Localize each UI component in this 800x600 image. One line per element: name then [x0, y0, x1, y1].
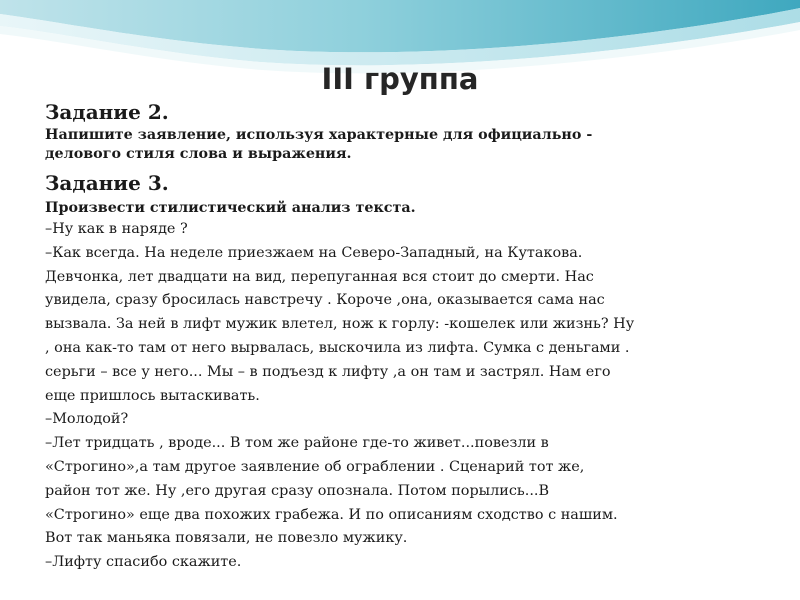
- text-line: район тот же. Ну ,его другая сразу опознала. Потом порылись...В: [45, 482, 550, 499]
- text-line: Вот так маньяка повязали, не повезло мужику.: [45, 530, 408, 547]
- task3-heading: Задание 3.: [45, 171, 169, 195]
- task3-text: [45, 218, 757, 575]
- task2-heading: Задание 2.: [45, 100, 169, 124]
- slide-title: III группа: [321, 62, 479, 96]
- text-line: серьги – все у него... Мы – в подъезд к лифту ,а он там и застрял. Нам его: [45, 363, 611, 380]
- text-line: «Строгино» еще два похожих грабежа. И по описаниям сходство с нашим.: [45, 506, 618, 523]
- text-line: –Как всегда. На неделе приезжаем на Северо-Западный, на Кутакова.: [45, 244, 583, 261]
- text-line: –Молодой?: [45, 411, 129, 428]
- text-line: , она как-то там от него вырвалась, выскочила из лифта. Сумка с деньгами .: [45, 339, 630, 356]
- task2-instruction-line: делового стиля слова и выражения.: [45, 146, 352, 162]
- text-line: Девчонка, лет двадцати на вид, перепуганная вся стоит до смерти. Нас: [45, 268, 594, 285]
- text-line: вызвала. За ней в лифт мужик влетел, нож к горлу: -кошелек или жизнь? Ну: [45, 316, 635, 333]
- text-line: –Лет тридцать , вроде... В том же районе где-то живет...повезли в: [45, 435, 549, 452]
- slide-content: [45, 98, 757, 575]
- text-line: –Ну как в наряде ?: [45, 221, 188, 237]
- task3-instruction: Произвести стилистический анализ текста.: [45, 200, 416, 216]
- task2-instruction: [45, 126, 757, 164]
- text-line: увидела, сразу бросилась навстречу . Короче ,она, оказывается сама нас: [45, 292, 605, 309]
- text-line: еще пришлось вытаскивать.: [45, 387, 260, 404]
- text-line: –Лифту спасибо скажите.: [45, 554, 242, 571]
- task2-instruction-line: Напишите заявление, используя характерные для официально -: [45, 127, 593, 143]
- text-line: «Строгино»,а там другое заявление об ограблении . Сценарий тот же,: [45, 458, 585, 475]
